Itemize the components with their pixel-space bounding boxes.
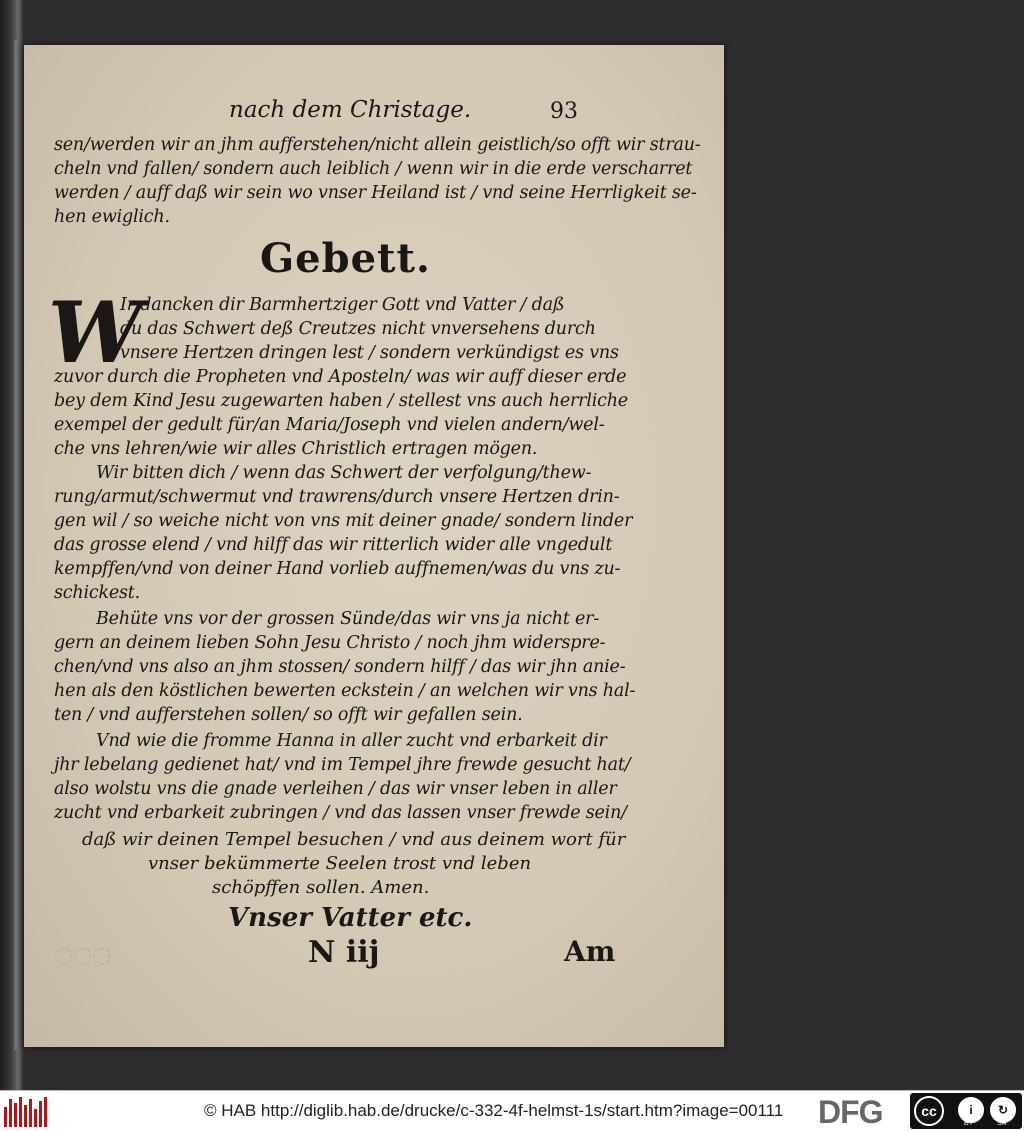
text-line: schickest. bbox=[54, 583, 140, 603]
book-edge bbox=[0, 0, 24, 1090]
citation-link[interactable]: © HAB http://diglib.hab.de/drucke/c-332-4f-helmst-1s/start.htm?image=00111 bbox=[204, 1101, 784, 1120]
text-line: werden / auff daß wir sein wo vnser Heiland ist / vnd seine Herrligkeit se- bbox=[54, 183, 697, 203]
drop-capital: W bbox=[48, 283, 143, 382]
show-through-mark: ◌◌◌ bbox=[54, 943, 112, 968]
lords-prayer-heading: Vnser Vatter etc. bbox=[228, 903, 473, 933]
text-line: kempffen/vnd von deiner Hand vorlieb auffnemen/was du vns zu- bbox=[54, 559, 621, 579]
text-line: schöpffen sollen. Amen. bbox=[212, 877, 430, 898]
text-line: Wir bitten dich / wenn das Schwert der verfolgung/thew- bbox=[96, 463, 592, 483]
text-line: hen als den köstlichen bewerten eckstein / an welchen wir vns hal- bbox=[54, 681, 636, 701]
sa-icon: ↻ bbox=[990, 1097, 1016, 1123]
text-line: bey dem Kind Jesu zugewarten haben / stellest vns auch herrliche bbox=[54, 391, 628, 411]
sa-label: SA bbox=[997, 1120, 1007, 1127]
text-line: gern an deinem lieben Sohn Jesu Christo / noch jhm widerspre- bbox=[54, 633, 606, 653]
text-line: exempel der gedult für/an Maria/Joseph vnd vielen andern/wel- bbox=[54, 415, 605, 435]
running-head: nach dem Christage. bbox=[229, 97, 472, 123]
by-label: BY bbox=[964, 1120, 974, 1127]
prayer-heading: Gebett. bbox=[260, 235, 431, 282]
text-line: daß wir deinen Tempel besuchen / vnd aus deinem wort für bbox=[82, 829, 626, 850]
dfg-logo[interactable]: DFG bbox=[818, 1094, 883, 1130]
text-line: vnser bekümmerte Seelen trost vnd leben bbox=[148, 853, 532, 874]
text-line: che vns lehren/wie wir alles Christlich ertragen mögen. bbox=[54, 439, 538, 459]
text-line: vnsere Hertzen dringen lest / sondern verkündigst es vns bbox=[120, 343, 619, 363]
text-line: jhr lebelang gedienet hat/ vnd im Tempel jhre frewde gesucht hat/ bbox=[54, 755, 631, 775]
text-line: sen/werden wir an jhm aufferstehen/nicht allein geistlich/so offt wir strau- bbox=[54, 135, 701, 155]
text-line: zuvor durch die Propheten vnd Aposteln/ was wir auff dieser erde bbox=[54, 367, 627, 387]
catchword: Am bbox=[564, 935, 616, 968]
text-line: also wolstu vns die gnade verleihen / das wir vnser leben in aller bbox=[54, 779, 617, 799]
text-line: zucht vnd erbarkeit zubringen / vnd das lassen vnser frewde sein/ bbox=[54, 803, 627, 823]
cc-license-badge[interactable] bbox=[910, 1093, 1022, 1129]
text-line: Behüte vns vor der grossen Sünde/das wir vns ja nicht er- bbox=[96, 609, 600, 629]
text-line: rung/armut/schwermut vnd trawrens/durch vnsere Hertzen drin- bbox=[54, 487, 620, 507]
footer-bar bbox=[0, 1090, 1024, 1131]
text-line: hen ewiglich. bbox=[54, 207, 170, 227]
text-line: Vnd wie die fromme Hanna in aller zucht vnd erbarkeit dir bbox=[96, 731, 607, 751]
by-icon: i bbox=[958, 1097, 984, 1123]
book-page bbox=[24, 45, 724, 1047]
cc-icon: cc bbox=[914, 1096, 944, 1126]
text-line: cheln vnd fallen/ sondern auch leiblich / wenn wir in die erde verscharret bbox=[54, 159, 693, 179]
text-line: das grosse elend / vnd hilff das wir ritterlich wider alle vngedult bbox=[54, 535, 613, 555]
signature-mark: N iij bbox=[308, 935, 380, 970]
text-line: du das Schwert deß Creutzes nicht vnversehens durch bbox=[120, 319, 596, 339]
text-line: gen wil / so weiche nicht von vns mit deiner gnade/ sondern linder bbox=[54, 511, 633, 531]
text-line: ten / vnd aufferstehen sollen/ so offt wir gefallen sein. bbox=[54, 705, 523, 725]
text-line: chen/vnd vns also an jhm stossen/ sondern hilff / das wir jhn anie- bbox=[54, 657, 626, 677]
text-line: Ir dancken dir Barmhertziger Gott vnd Vatter / daß bbox=[120, 295, 565, 315]
page-number: 93 bbox=[550, 99, 578, 124]
hab-logo-icon[interactable] bbox=[4, 1095, 48, 1127]
